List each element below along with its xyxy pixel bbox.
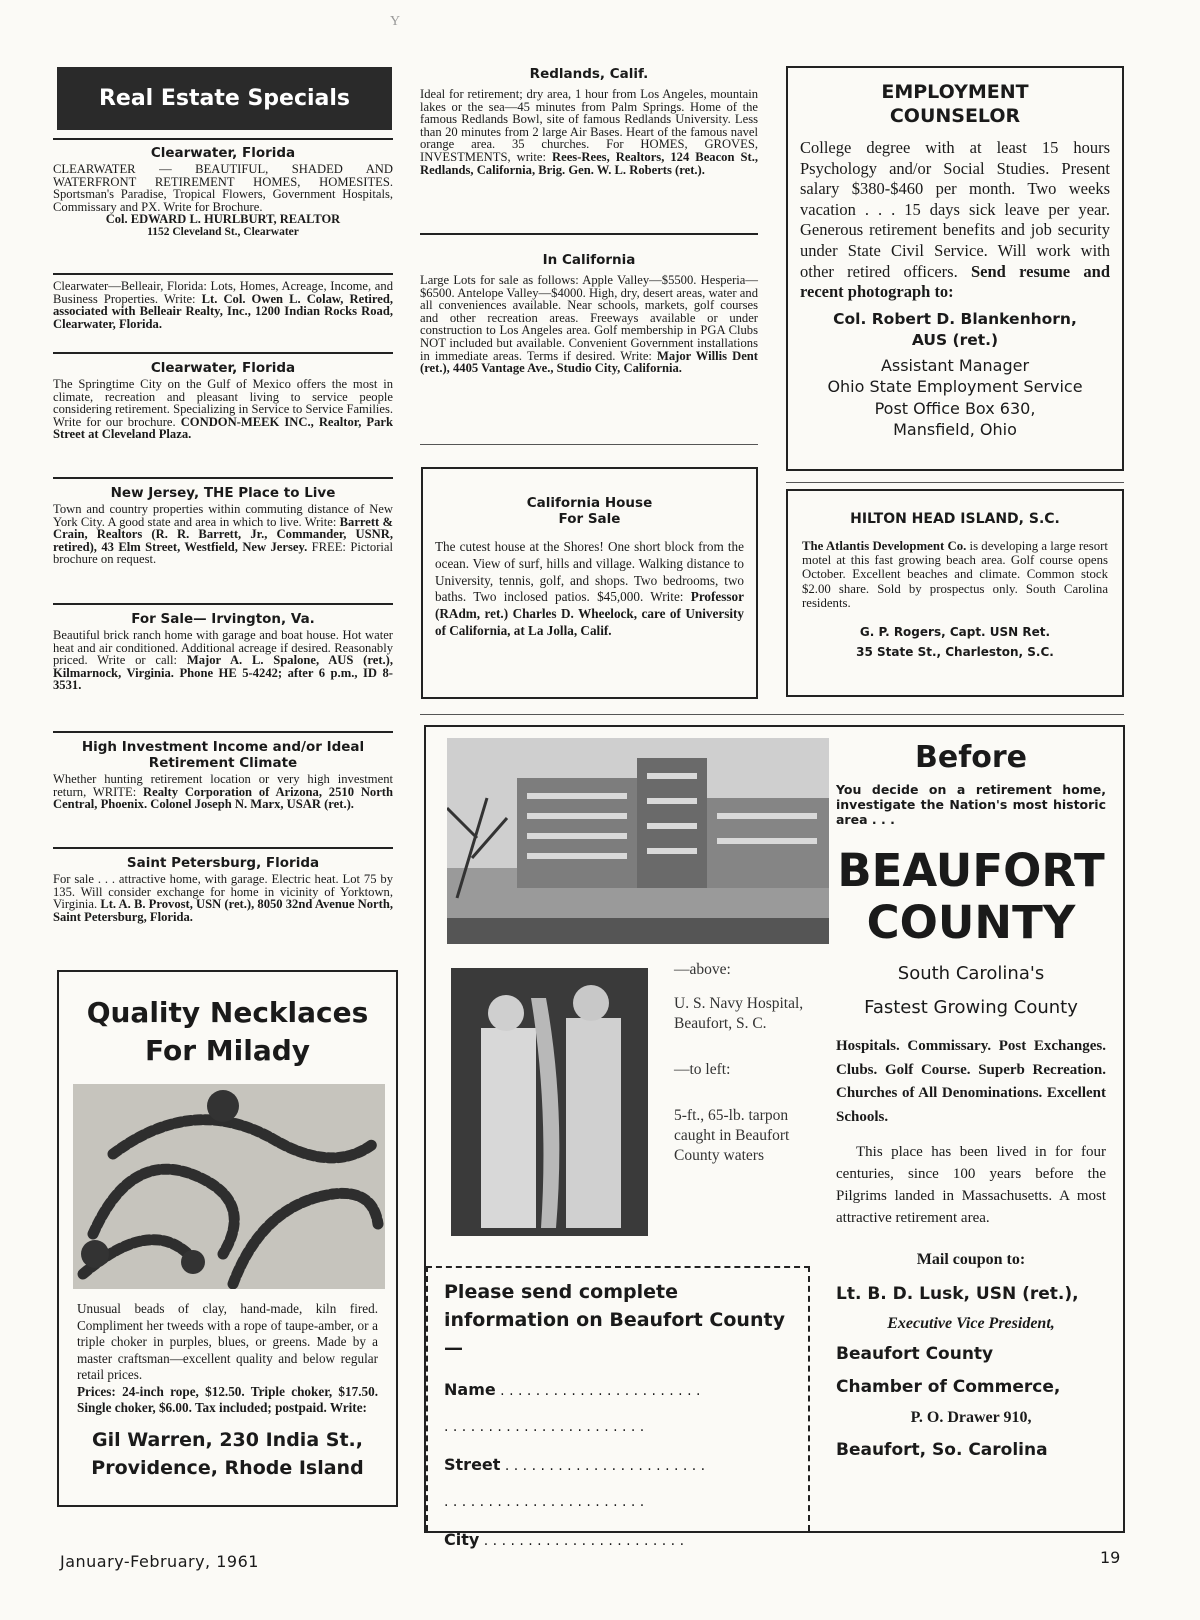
ad-title: High Investment Income and/or Ideal Retirement Climate bbox=[81, 739, 365, 771]
ad-title: For Sale— Irvington, Va. bbox=[131, 611, 315, 627]
ad-signature: Col. EDWARD L. HURLBURT, REALTOR bbox=[105, 212, 341, 227]
beaufort-chamber: Beaufort County bbox=[836, 1344, 994, 1364]
page-number: 19 bbox=[1100, 1548, 1121, 1567]
employment-title: EMPLOYMENT bbox=[881, 81, 1029, 103]
necklace-address: Gil Warren, 230 India St., bbox=[92, 1428, 363, 1451]
ad-in-california bbox=[420, 252, 758, 375]
beaufort-vp: Executive Vice President, bbox=[887, 1315, 1055, 1332]
ad-body: For sale . . . attractive home, with garage. Electric heat. Lot 75 by 135. Will consider exchange for home in vicinity of Yorktown, Virginia. bbox=[53, 872, 393, 912]
necklace-address-2: Providence, Rhode Island bbox=[91, 1456, 364, 1479]
coupon-heading: Please send complete information on Beaufort County— bbox=[444, 1281, 785, 1359]
coupon-city-input[interactable]: . . . . . . . . . . . . . . . . . . . . . . . bbox=[483, 1533, 685, 1549]
beaufort-text bbox=[836, 738, 1106, 1467]
banner-real-estate-specials: Real Estate Specials bbox=[57, 67, 392, 130]
ad-body: CLEARWATER — BEAUTIFUL, SHADED AND WATERFRONT RETIREMENT HOMES, HOMESITES. Sportsman's Paradise, Tropical Flowers, Government Hospitals, Commissary and PX. Write for Brochure. bbox=[53, 162, 393, 214]
beaufort-big-title-2: COUNTY bbox=[866, 896, 1076, 949]
beaufort-before: Before bbox=[914, 740, 1028, 775]
ad-contact: Barrett & Crain, Realtors (R. R. Barrett, Jr., Commander, USNR, retired), 43 Elm Street, Westfield, New Jersey. bbox=[53, 514, 393, 554]
beaufort-history: This place has been lived in for four centuries, since 100 years before the Pilgrims landed in Massachusetts. A most attractive retirement area. bbox=[836, 1144, 1106, 1226]
ad-redlands bbox=[420, 66, 758, 176]
beaufort-city: Beaufort, So. Carolina bbox=[836, 1440, 1048, 1460]
ad-body: Whether hunting retirement location or very high investment return, WRITE: bbox=[53, 772, 393, 799]
ad-body-tail: FREE: Pictorial brochure on request. bbox=[53, 539, 394, 567]
coupon-city-label: City bbox=[444, 1530, 480, 1549]
employment-contact-rank: AUS (ret.) bbox=[911, 330, 999, 349]
employment-body: College degree with at least 15 hours Psychology and/or Social Studies. Present salary $380-$460 per month. Two weeks vacation . . . 15 days sick leave per year. Generous retirement benefits and job security under State Civil Service. Will work with other retired officers. bbox=[800, 138, 1110, 281]
footer-date: January-February, 1961 bbox=[60, 1552, 259, 1571]
employment-send: Send resume and recent photograph to: bbox=[800, 261, 1110, 302]
hilton-company: The Atlantis Development Co. bbox=[802, 539, 967, 553]
ad-contact: Rees-Rees, Realtors, 124 Beacon St., Redlands, California, Brig. Gen. W. L. Roberts (ret.). bbox=[420, 149, 758, 177]
ad-title: Clearwater, Florida bbox=[150, 360, 296, 376]
ad-california-house-box bbox=[421, 467, 758, 699]
ad-title-2: For Sale bbox=[558, 511, 621, 527]
necklace-title: Quality Necklaces bbox=[86, 996, 369, 1029]
beaufort-lusk: Lt. B. D. Lusk, USN (ret.), bbox=[836, 1284, 1079, 1304]
ad-contact: Major Willis Dent (ret.), 4405 Vantage Ave., Studio City, California. bbox=[420, 348, 758, 376]
ad-belleair bbox=[53, 280, 393, 330]
ad-clearwater-1 bbox=[53, 145, 393, 239]
ad-employment-box bbox=[786, 66, 1124, 471]
divider bbox=[420, 444, 758, 445]
ad-clearwater-2 bbox=[53, 360, 393, 441]
necklace-prices: Prices: 24-inch rope, $12.50. Triple choker, $17.50. Single choker, $6.00. Tax included; postpaid. Write: bbox=[77, 1383, 378, 1415]
necklace-body: Unusual beads of clay, hand-made, kiln fired. Compliment her tweeds with a rope of taupe-amber, or a triple choker in purples, blues, or greens. Made by a master craftsman—excellent quality and below regular retail prices. bbox=[77, 1301, 378, 1382]
divider bbox=[786, 482, 1124, 483]
coupon-street-line-2[interactable]: . . . . . . . . . . . . . . . . . . . . . . . bbox=[444, 1494, 645, 1510]
hilton-body: is developing a large resort motel at this fast growing beach area. Golf course opens October. Excellent beaches and climate. Common stock $2.00 share. Sold by prospectus only. South Carolina residents. bbox=[802, 539, 1108, 610]
divider bbox=[53, 477, 393, 479]
hilton-title: HILTON HEAD ISLAND, S.C. bbox=[850, 511, 1060, 527]
necklace-beads-image bbox=[73, 1084, 385, 1289]
ad-title: Clearwater, Florida bbox=[150, 145, 296, 161]
beaufort-mail: Mail coupon to: bbox=[916, 1251, 1026, 1268]
ad-irvington bbox=[53, 611, 393, 692]
ad-title: Redlands, Calif. bbox=[529, 66, 649, 82]
hilton-address: 35 State St., Charleston, S.C. bbox=[856, 645, 1054, 660]
beaufort-po: P. O. Drawer 910, bbox=[910, 1409, 1032, 1426]
ad-contact: Professor (RAdm, ret.) Charles D. Wheelock, care of University of California, at La Jolla, Calif. bbox=[435, 589, 744, 638]
ad-body: Town and country properties within commuting distance of New York City. A good state and area in which to live. Write: bbox=[53, 502, 393, 529]
beaufort-sub: You decide on a retirement home, investigate the Nation's most historic area . . . bbox=[836, 782, 1106, 827]
coupon-name-label: Name bbox=[444, 1380, 496, 1399]
ad-body: The cutest house at the Shores! One short block from the ocean. View of surf, hills and village. Walking distance to University, tennis, golf, and shops. Two bedrooms, two baths. Two inclosed patios. $45,000. Write: bbox=[435, 539, 744, 605]
coupon-city-row bbox=[444, 1530, 794, 1549]
ad-arizona bbox=[53, 739, 393, 811]
caption-hospital: U. S. Navy Hospital, Beaufort, S. C. bbox=[674, 995, 804, 1032]
hilton-signature: G. P. Rogers, Capt. USN Ret. bbox=[859, 625, 1051, 640]
ad-body: Clearwater—Belleair, Florida: Lots, Homes, Acreage, Income, and Business Properties. Write: bbox=[53, 279, 393, 306]
ad-new-jersey bbox=[53, 485, 393, 566]
ad-title: California House bbox=[526, 495, 653, 511]
ad-contact: Lt. A. B. Provost, USN (ret.), 8050 32nd Avenue North, Saint Petersburg, Florida. bbox=[53, 897, 393, 924]
caption-tarpon: 5-ft., 65-lb. tarpon caught in Beaufort County waters bbox=[674, 1107, 790, 1164]
photo-captions bbox=[674, 960, 824, 1166]
coupon-name-line-2[interactable]: . . . . . . . . . . . . . . . . . . . . . . . bbox=[444, 1419, 645, 1435]
ad-title: In California bbox=[542, 252, 636, 268]
hospital-photo bbox=[447, 738, 829, 944]
tarpon-photo bbox=[451, 968, 648, 1236]
coupon-street-label: Street bbox=[444, 1455, 501, 1474]
employment-line: Assistant Manager bbox=[880, 355, 1030, 375]
divider bbox=[420, 714, 1124, 715]
coupon bbox=[426, 1266, 810, 1549]
divider bbox=[53, 731, 393, 733]
divider bbox=[53, 273, 393, 275]
ad-contact: Lt. Col. Owen L. Colaw, Retired, associated with Belleair Realty, Inc., 1200 Indian Rocks Road, Clearwater, Florida. bbox=[53, 291, 393, 331]
divider bbox=[53, 847, 393, 849]
employment-line: Post Office Box 630, bbox=[874, 398, 1036, 418]
header-mark: Y bbox=[390, 14, 401, 29]
necklace-photo bbox=[73, 1084, 385, 1289]
navy-hospital-image bbox=[447, 738, 829, 944]
coupon-name-row bbox=[444, 1380, 794, 1399]
ad-body: Ideal for retirement; dry area, 1 hour from Los Angeles, mountain lakes or the sea—45 minutes from Palm Springs. Home of the famous Redlands Bowl, site of famous Redlands University. Less than 20 minutes from 2 large Air Bases. Heart of the famous navel orange area. 35 churches. For HOMES, GROVES, INVESTMENTS, write: bbox=[420, 87, 758, 164]
beaufort-fastest: Fastest Growing County bbox=[864, 997, 1078, 1018]
divider bbox=[53, 603, 393, 605]
ad-contact: Major A. L. Spalone, AUS (ret.), Kilmarnock, Virginia. Phone HE 5-4242; after 6 p.m., ID 8-3531. bbox=[53, 653, 394, 693]
employment-line: Mansfield, Ohio bbox=[893, 420, 1017, 440]
ad-address: 1152 Cleveland St., Clearwater bbox=[147, 225, 299, 238]
ad-body: Large Lots for sale as follows: Apple Valley—$5500. Hesperia—$6500. Antelope Valley—$4000. High, dry, desert areas, water and all conveniences available. Near schools, markets, golf courses and other recreation areas. Freeways available or under construction to Los Angeles area. Golf membership in PGA Clubs NOT included but available. Convenient Government installations in immediate areas. Terms if desired. Write: bbox=[420, 273, 758, 363]
ad-st-petersburg bbox=[53, 855, 393, 923]
beaufort-chamber-2: Chamber of Commerce, bbox=[836, 1377, 1061, 1397]
ad-contact: Realty Corporation of Arizona, 2510 North Central, Phoenix. Colonel Joseph N. Marx, USAR (ret.). bbox=[53, 784, 394, 812]
necklace-title-2: For Milady bbox=[144, 1034, 311, 1067]
beaufort-amenities: Hospitals. Commissary. Post Exchanges. Clubs. Golf Course. Superb Recreation. Churches of All Denominations. Excellent Schools. bbox=[836, 1038, 1106, 1125]
ad-body: The Springtime City on the Gulf of Mexico offers the most in climate, recreation and pleasant living to service people considering retirement. Specializing in Service to Service Families. Write for our brochure. bbox=[53, 377, 393, 429]
ad-body: Beautiful brick ranch home with garage and boat house. Hot water heat and air conditioned. Additional acreage if desired. Reasonably priced. Write or call: bbox=[53, 628, 393, 668]
coupon-name-input[interactable]: . . . . . . . . . . . . . . . . . . . . . . . bbox=[500, 1383, 701, 1399]
caption-above: —above: bbox=[674, 961, 731, 978]
coupon-street-row bbox=[444, 1455, 794, 1474]
employment-line: Ohio State Employment Service bbox=[827, 377, 1083, 397]
employment-title-2: COUNSELOR bbox=[889, 105, 1021, 127]
ad-title: New Jersey, THE Place to Live bbox=[110, 485, 336, 501]
ad-hilton-head-box bbox=[786, 489, 1124, 697]
ad-contact: CONDON-MEEK INC., Realtor, Park Street at Cleveland Plaza. bbox=[53, 414, 393, 442]
ad-title: Saint Petersburg, Florida bbox=[126, 855, 320, 871]
caption-left: —to left: bbox=[674, 1061, 731, 1078]
tarpon-fish-image bbox=[451, 968, 648, 1236]
coupon-street-input[interactable]: . . . . . . . . . . . . . . . . . . . . . . . bbox=[504, 1458, 706, 1474]
divider bbox=[53, 352, 393, 354]
beaufort-big-title: BEAUFORT bbox=[837, 844, 1105, 897]
employment-contact-name: Col. Robert D. Blankenhorn, bbox=[833, 309, 1077, 328]
divider bbox=[53, 138, 393, 140]
beaufort-sc: South Carolina's bbox=[897, 963, 1045, 984]
ad-necklaces-box bbox=[57, 970, 398, 1507]
divider bbox=[420, 233, 758, 235]
